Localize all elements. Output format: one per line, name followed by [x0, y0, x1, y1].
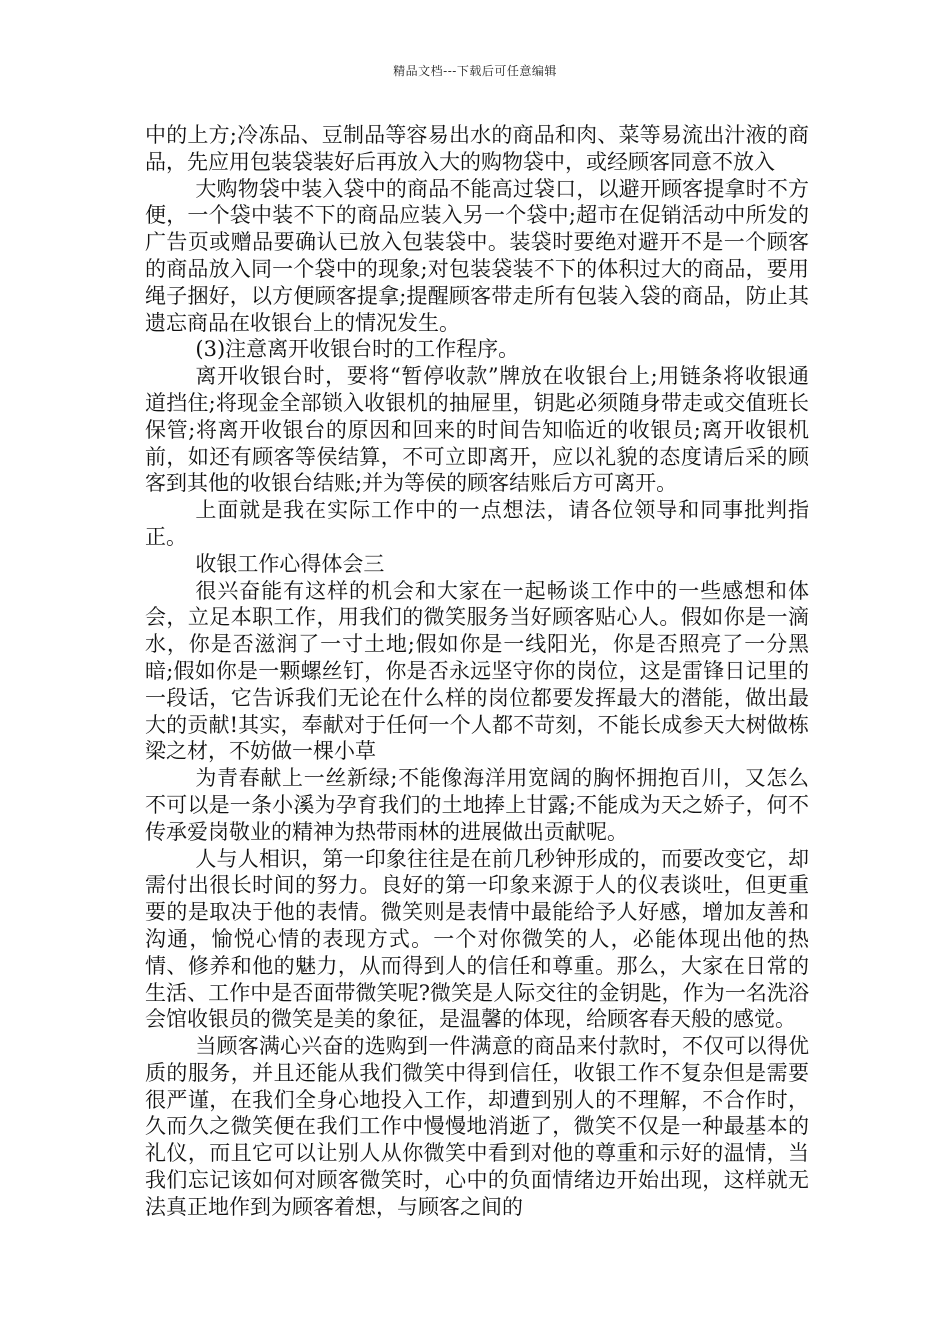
page-header: 精品文档---下载后可任意编辑	[393, 64, 557, 78]
paragraph: (3)注意离开收银台时的工作程序。	[195, 337, 520, 362]
document-body	[145, 122, 809, 1221]
paragraph: 中的上方;冷冻品、豆制品等容易出水的商品和肉、菜等易流出汁液的商品，先应用包装袋装好后再放入大的购物袋中，或经顾客同意不放入	[145, 123, 809, 174]
paragraph: 上面就是我在实际工作中的一点想法，请各位领导和同事批判指正。	[145, 498, 809, 549]
paragraph: 为青春献上一丝新绿;不能像海洋用宽阔的胸怀拥抱百川，又怎么不可以是一条小溪为孕育我们的土地捧上甘露;不能成为天之娇子，何不传承爱岗敬业的精神为热带雨林的进展做出贡献呢。	[145, 766, 809, 844]
paragraph: 收银工作心得体会三	[195, 551, 385, 576]
paragraph: 人与人相识，第一印象往往是在前几秒钟形成的，而要改变它，却需付出很长时间的努力。良好的第一印象来源于人的仪表谈吐，但更重要的是取决于他的表情。微笑则是表情中最能给予人好感，增加友善和沟通，愉悦心情的表现方式。一个对你微笑的人，必能体现出他的热情、修养和他的魅力，从而得到人的信任和尊重。那么，大家在日常的生活、工作中是否面带微笑呢?微笑是人际交往的金钥匙，作为一名洗浴会馆收银员的微笑是美的象征，是温馨的体现，给顾客春天般的感觉。	[145, 846, 809, 1032]
paragraph: 大购物袋中装入袋中的商品不能高过袋口，以避开顾客提拿时不方便，一个袋中装不下的商品应装入另一个袋中;超市在促销活动中所发的广告页或赠品要确认已放入包装袋中。装袋时要绝对避开不是一个顾客的商品放入同一个袋中的现象;对包装袋装不下的体积过大的商品，要用绳子捆好，以方便顾客提拿;提醒顾客带走所有包装入袋的商品，防止其遗忘商品在收银台上的情况发生。	[145, 176, 809, 335]
paragraph: 当顾客满心兴奋的选购到一件满意的商品来付款时，不仅可以得优质的服务，并且还能从我们微笑中得到信任，收银工作不复杂但是需要很严谨，在我们全身心地投入工作，却遭到别人的不理解，不合作时，久而久之微笑便在我们工作中慢慢地消逝了，微笑不仅是一种最基本的礼仪，而且它可以让别人从你微笑中看到对他的尊重和示好的温情，当我们忘记该如何对顾客微笑时，心中的负面情绪边开始出现，这样就无法真正地作到为顾客着想，与顾客之间的	[145, 1034, 809, 1219]
paragraph: 离开收银台时，要将“暂停收款”牌放在收银台上;用链条将收银通道挡住;将现金全部锁入收银机的抽屉里，钥匙必须随身带走或交值班长保管;将离开收银台的原因和回来的时间告知临近的收银员;离开收银机前，如还有顾客等侯结算，不可立即离开，应以礼貌的态度请后采的顾客到其他的收银台结账;并为等侯的顾客结账后方可离开。	[145, 364, 809, 496]
paragraph: 很兴奋能有这样的机会和大家在一起畅谈工作中的一些感想和体会，立足本职工作，用我们的微笑服务当好顾客贴心人。假如你是一滴水，你是否滋润了一寸土地;假如你是一线阳光，你是否照亮了一分黑暗;假如你是一颗螺丝钉，你是否永远坚守你的岗位，这是雷锋日记里的一段话，它告诉我们无论在什么样的岗位都要发挥最大的潜能，做出最大的贡献!其实，奉献对于任何一个人都不苛刻，不能长成参天大树做栋梁之材，不妨做一棵小草	[145, 578, 809, 764]
